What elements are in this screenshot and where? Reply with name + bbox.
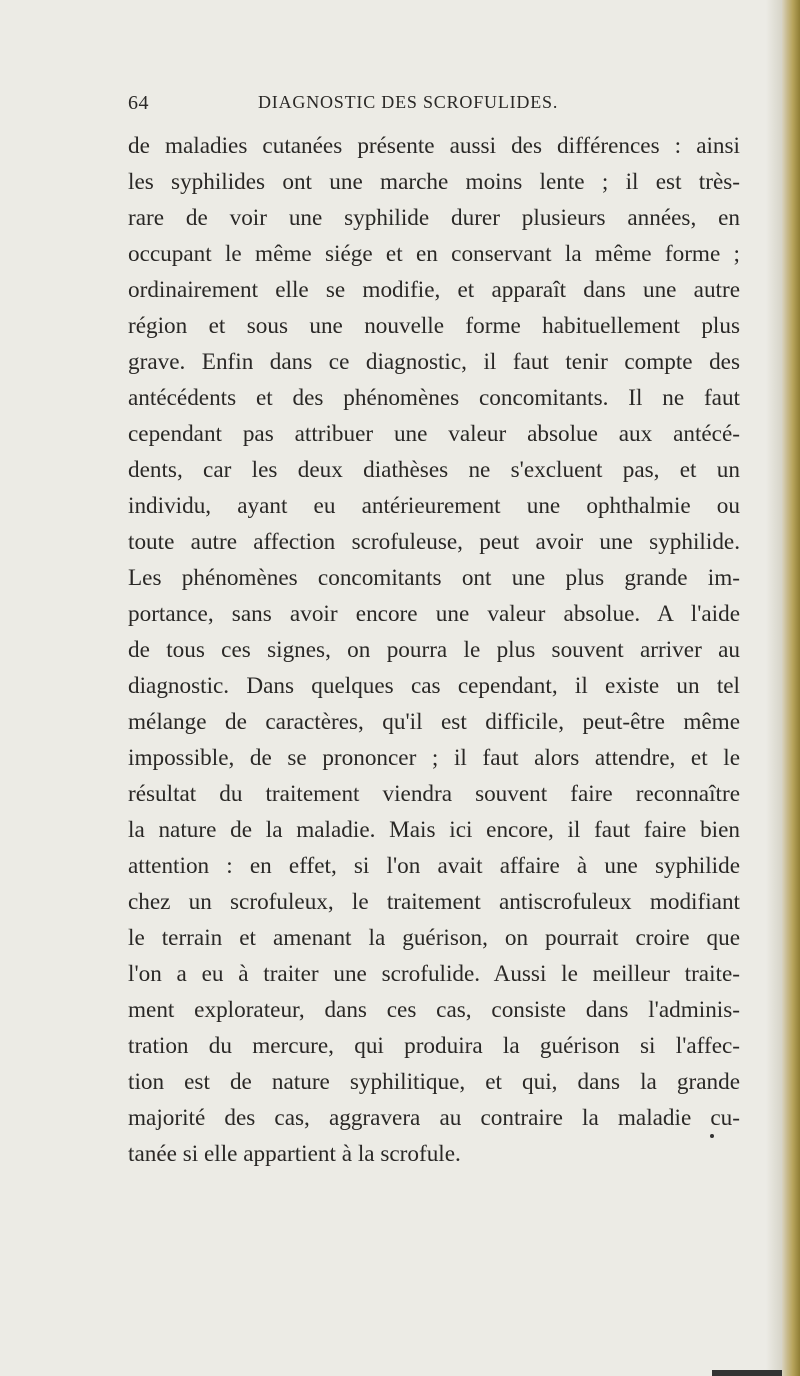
text-line: Les phénomènes concomitants ont une plus grande im- [128, 565, 740, 591]
text-line: attention : en effet, si l'on avait affaire à une syphilide [128, 853, 740, 879]
text-line: le terrain et amenant la guérison, on pourrait croire que [128, 925, 740, 951]
text-line: portance, sans avoir encore une valeur absolue. A l'aide [128, 601, 740, 627]
text-line: toute autre affection scrofuleuse, peut avoir une syphilide. [128, 529, 740, 555]
text-line: individu, ayant eu antérieurement une ophthalmie ou [128, 493, 740, 519]
text-line: impossible, de se prononcer ; il faut alors attendre, et le [128, 745, 740, 771]
text-line: région et sous une nouvelle forme habituellement plus [128, 313, 740, 339]
page-bottom-mark [712, 1370, 782, 1376]
page-edge [782, 0, 800, 1376]
text-line: antécédents et des phénomènes concomitants. Il ne faut [128, 385, 740, 411]
text-line: mélange de caractères, qu'il est difficile, peut-être même [128, 709, 740, 735]
text-line: majorité des cas, aggravera au contraire la maladie cu- [128, 1105, 740, 1131]
text-line: grave. Enfin dans ce diagnostic, il faut tenir compte des [128, 349, 740, 375]
text-line: diagnostic. Dans quelques cas cependant, il existe un tel [128, 673, 740, 699]
text-line: chez un scrofuleux, le traitement antiscrofuleux modifiant [128, 889, 740, 915]
ink-speck [710, 1134, 714, 1138]
page-number: 64 [128, 92, 149, 114]
text-line: cependant pas attribuer une valeur absolue aux antécé- [128, 421, 740, 447]
page-edge-shadow [766, 0, 782, 1376]
text-line: tanée si elle appartient à la scrofule. [128, 1141, 461, 1167]
text-line: résultat du traitement viendra souvent faire reconnaître [128, 781, 740, 807]
body-paragraph [128, 128, 740, 1172]
running-head: DIAGNOSTIC DES SCROFULIDES. [258, 92, 559, 112]
text-line: tration du mercure, qui produira la guérison si l'affec- [128, 1033, 740, 1059]
text-line: ment explorateur, dans ces cas, consiste dans l'adminis- [128, 997, 740, 1023]
text-line: occupant le même siége et en conservant la même forme ; [128, 241, 740, 267]
text-line: tion est de nature syphilitique, et qui, dans la grande [128, 1069, 740, 1095]
text-line: dents, car les deux diathèses ne s'excluent pas, et un [128, 457, 740, 483]
text-line: de tous ces signes, on pourra le plus souvent arriver au [128, 637, 740, 663]
text-line: de maladies cutanées présente aussi des différences : ainsi [128, 133, 740, 159]
page-header [128, 92, 738, 122]
text-line: rare de voir une syphilide durer plusieurs années, en [128, 205, 740, 231]
text-line: la nature de la maladie. Mais ici encore, il faut faire bien [128, 817, 740, 843]
text-line: ordinairement elle se modifie, et apparaît dans une autre [128, 277, 740, 303]
text-line: les syphilides ont une marche moins lente ; il est très- [128, 169, 740, 195]
text-line: l'on a eu à traiter une scrofulide. Aussi le meilleur traite- [128, 961, 740, 987]
